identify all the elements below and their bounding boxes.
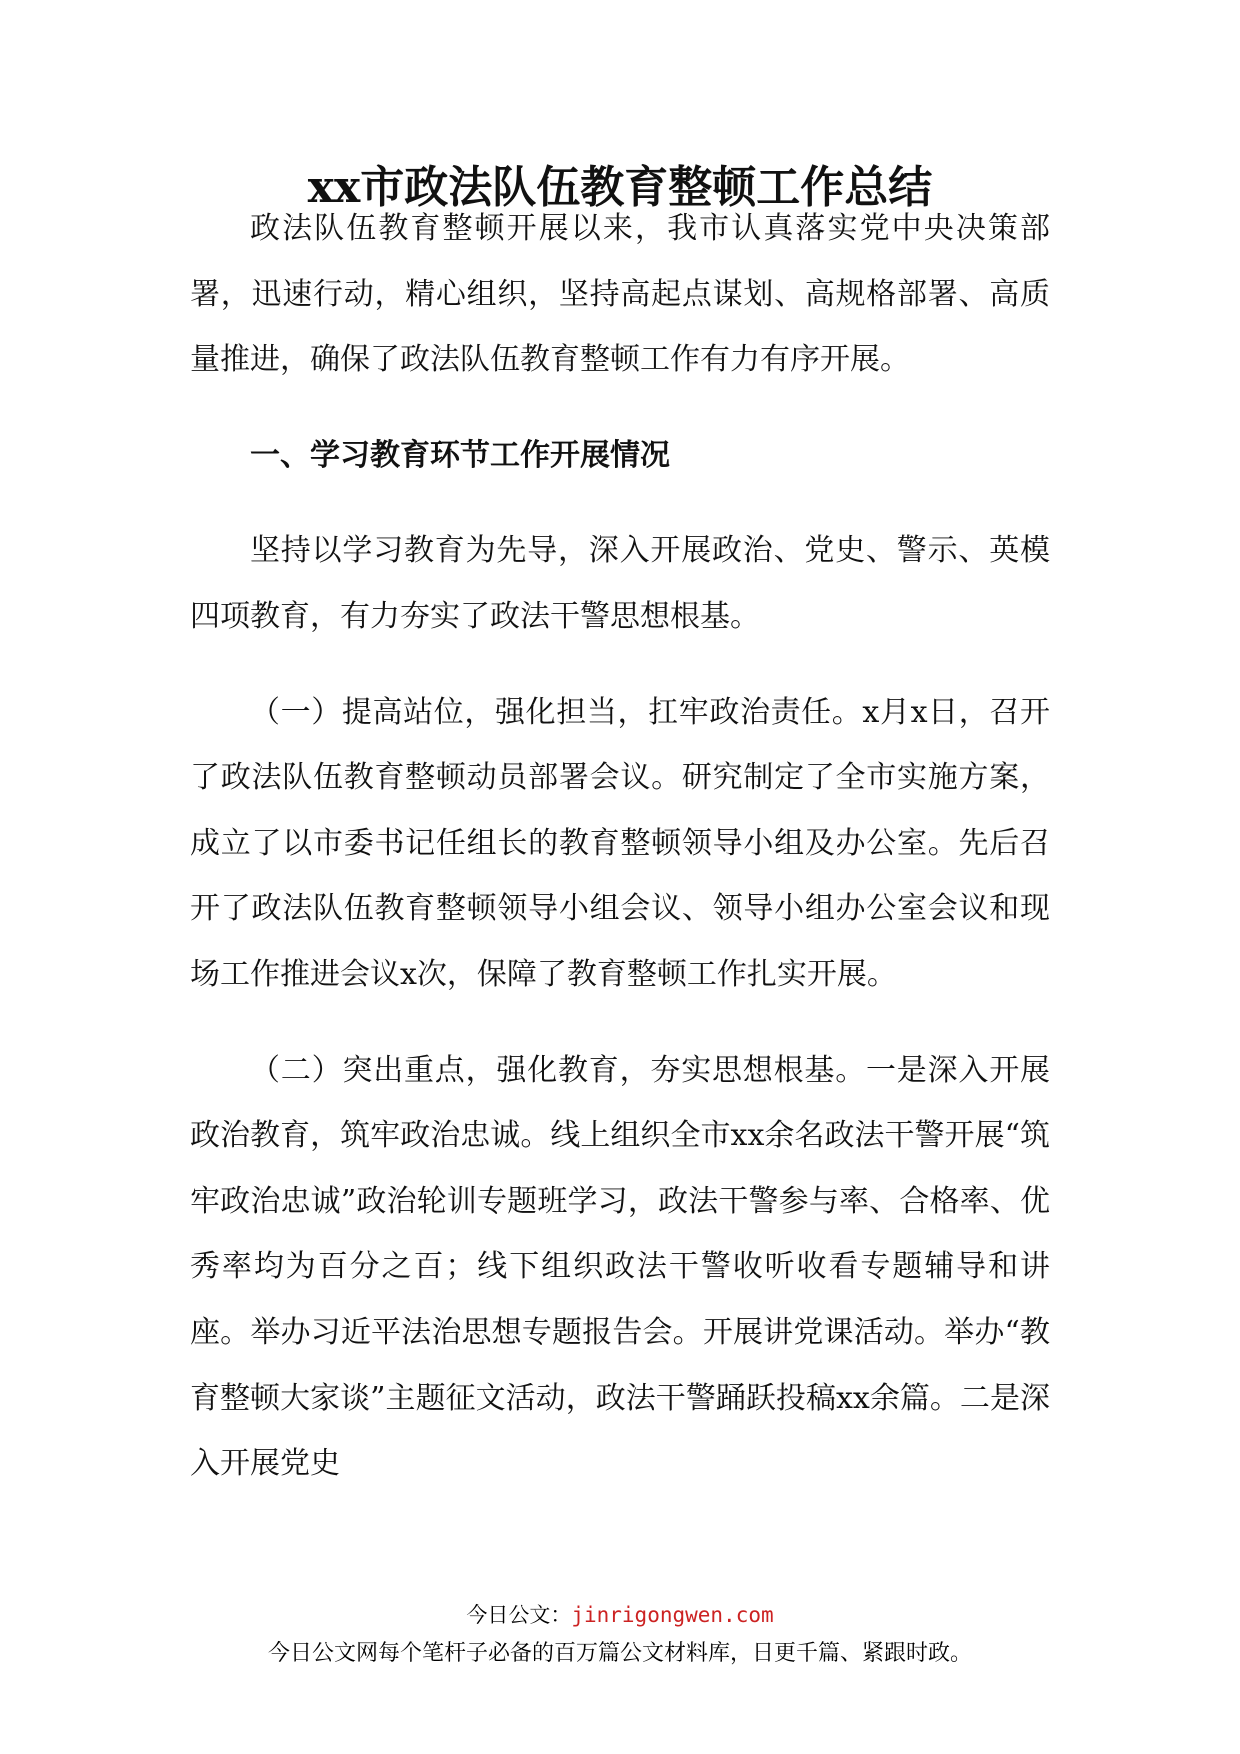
document-title: xx市政法队伍教育整顿工作总结: [307, 162, 933, 213]
footer-slogan: 今日公文网每个笔杆子必备的百万篇公文材料库，日更千篇、紧跟时政。: [267, 1641, 972, 1666]
item-2-paragraph: （二）突出重点，强化教育，夯实思想根基。一是深入开展政治教育，筑牢政治忠诚。线上组织全市xx余名政法干警开展“筑牢政治忠诚”政治轮训专题班学习，政法干警参与率、合格率、优秀率均为百分之百；线下组织政法干警收听收看专题辅导和讲座。举办习近平法治思想专题报告会。开展讲党课活动。举办“教育整顿大家谈”主题征文活动，政法干警踊跃投稿xx余篇。二是深入开展党史: [190, 1052, 1050, 1482]
footer-site-line: [0, 1600, 1240, 1630]
intro-paragraph: 政法队伍教育整顿开展以来，我市认真落实党中央决策部署，迅速行动，精心组织，坚持高起点谋划、高规格部署、高质量推进，确保了政法队伍教育整顿工作有力有序开展。: [190, 211, 1050, 378]
section-1-intro-paragraph: 坚持以学习教育为先导，深入开展政治、党史、警示、英模四项教育，有力夯实了政法干警思想根基。: [190, 533, 1050, 634]
document-body: [190, 196, 1050, 1497]
footer-site-label: 今日公文：: [466, 1603, 572, 1627]
item-1-paragraph: （一）提高站位，强化担当，扛牢政治责任。x月x日，召开了政法队伍教育整顿动员部署会议。研究制定了全市实施方案，成立了以市委书记任组长的教育整顿领导小组及办公室。先后召开了政法队伍教育整顿领导小组会议、领导小组办公室会议和现场工作推进会议x次，保障了教育整顿工作扎实开展。: [190, 694, 1050, 992]
footer-site-url[interactable]: jinrigongwen.com: [571, 1603, 774, 1627]
section-1-heading: 一、学习教育环节工作开展情况: [250, 437, 670, 473]
